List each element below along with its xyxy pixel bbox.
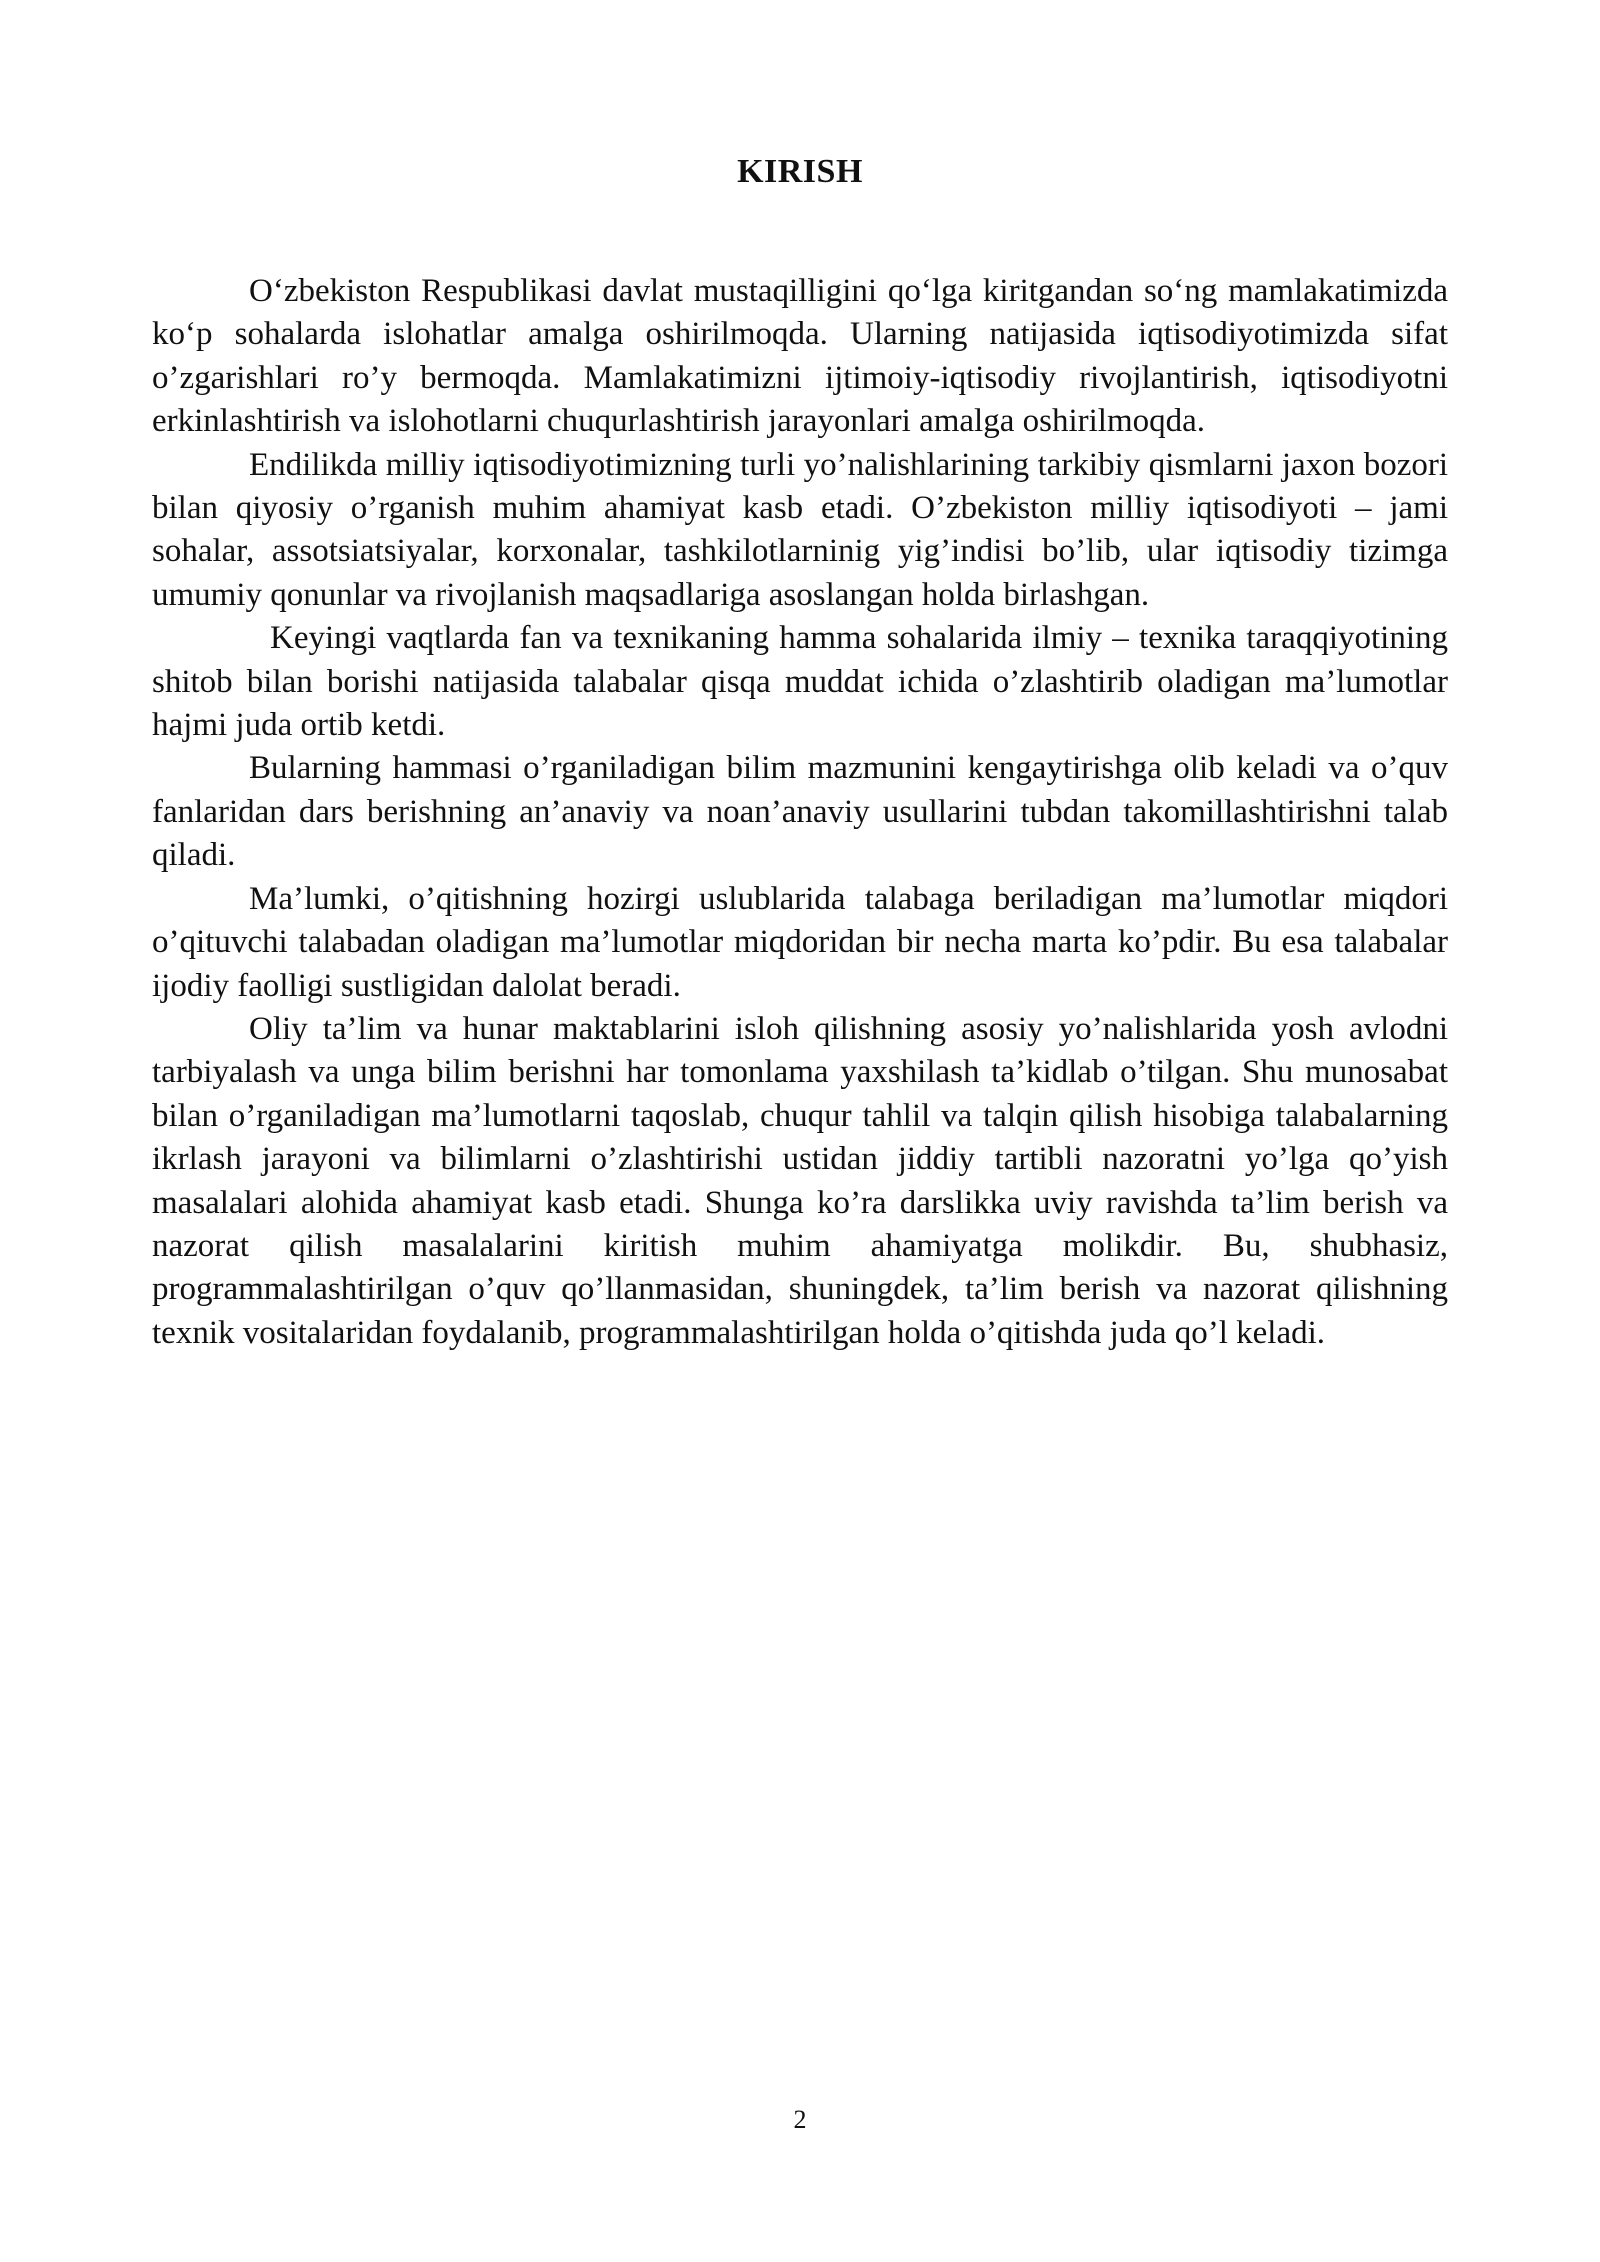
page-number: 2 [793, 2105, 807, 2134]
paragraph-6: Oliy ta’lim va hunar maktablarini isloh qilishning asosiy yo’nalishlarida yosh avlodni tarbiyalash va unga bilim berishni har tomonlama yaxshilash ta’kidlab o’tilgan. Shu munosabat bilan o’rganiladigan ma’lumotlarni taqoslab, chuqur tahlil va talqin qilish hisobiga talabalarning ikrlash jarayoni va bilimlarni o’zlashtirishi ustidan jiddiy tartibli nazoratni yo’lga qo’yish masalalari alohida ahamiyat kasb etadi. Shunga ko’ra darslikka uviy ravishda ta’lim berish va nazorat qilish masalalarini kiritish muhim ahamiyatga molikdir. Bu, shubhasiz, programmalashtirilgan o’quv qo’llanmasidan, shuningdek, ta’lim berish va nazorat qilishning texnik vositalaridan foydalanib, programmalashtirilgan holda o’qitishda juda qo’l keladi. [152, 1010, 1448, 1351]
body-text [152, 270, 1448, 1355]
paragraph-5: Ma’lumki, o’qitishning hozirgi uslublarida talabaga beriladigan ma’lumotlar miqdori o’qituvchi talabadan oladigan ma’lumotlar miqdoridan bir necha marta ko’pdir. Bu esa talabalar ijodiy faolligi sustligidan dalolat beradi. [152, 880, 1448, 1004]
paragraph-2: Endilikda milliy iqtisodiyotimizning turli yo’nalishlarining tarkibiy qismlarni jaxon bozori bilan qiyosiy o’rganish muhim ahamiyat kasb etadi. O’zbekiston milliy iqtisodiyoti – jami sohalar, assotsiatsiyalar, korxonalar, tashkilotlarninig yig’indisi bo’lib, ular iqtisodiy tizimga umumiy qonunlar va rivojlanish maqsadlariga asoslangan holda birlashgan. [152, 446, 1448, 613]
paragraph-3: Keyingi vaqtlarda fan va texnikaning hamma sohalarida ilmiy – texnika taraqqiyotining shitob bilan borishi natijasida talabalar qisqa muddat ichida o’zlashtirib oladigan ma’lumotlar hajmi juda ortib ketdi. [152, 620, 1448, 744]
page-title: KIRISH [737, 153, 863, 190]
paragraph-4: Bularning hammasi o’rganiladigan bilim mazmunini kengaytirishga olib keladi va o’quv fanlaridan dars berishning an’anaviy va noan’anaviy usullarini tubdan takomillashtirishni talab qiladi. [152, 750, 1448, 874]
paragraph-1: O‘zbekiston Respublikasi davlat mustaqilligini qo‘lga kiritgandan so‘ng mamlakatimizda ko‘p sohalarda islohatlar amalga oshirilmoqda. Ularning natijasida iqtisodiyotimizda sifat o’zgarishlari ro’y bermoqda. Mamlakatimizni ijtimoiy-iqtisodiy rivojlantirish, iqtisodiyotni erkinlashtirish va islohotlarni chuqurlashtirish jarayonlari amalga oshirilmoqda. [152, 273, 1448, 440]
